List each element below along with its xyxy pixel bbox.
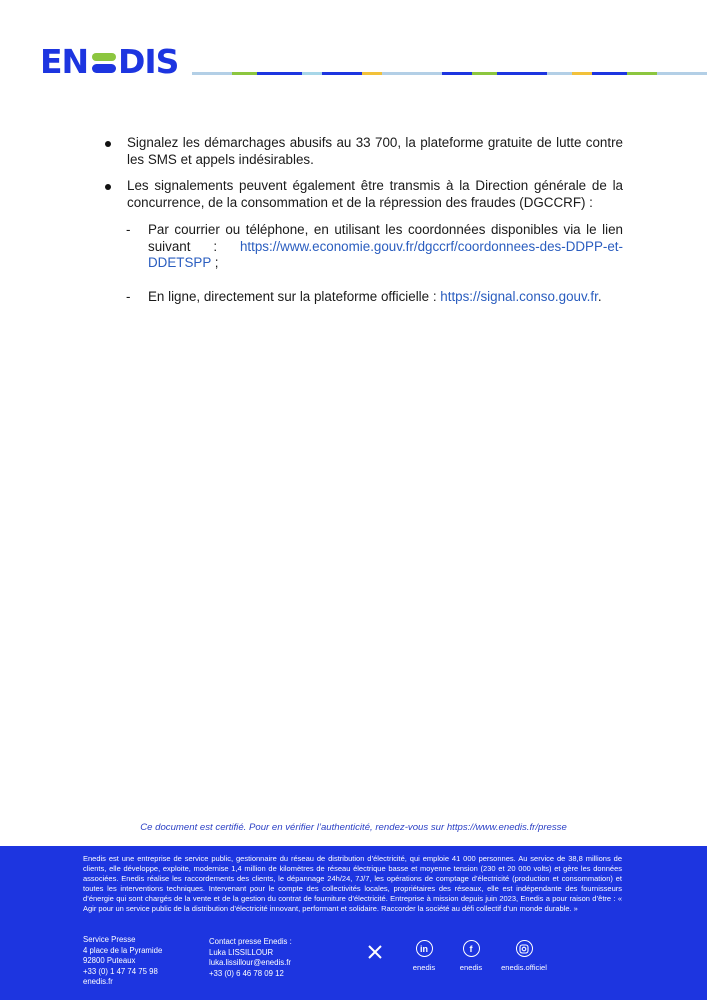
bullet-item: Signalez les démarchages abusifs au 33 700, la plateforme gratuite de lutte contre les SMS et appels indésirables. (127, 135, 623, 167)
contact-email[interactable]: luka.lissillour@enedis.fr (209, 958, 292, 967)
contact-name: Luka LISSILLOUR (209, 947, 274, 957)
bullet-icon (105, 184, 111, 190)
address-line: 4 place de la Pyramide (83, 945, 163, 955)
bullet-item: Les signalements peuvent également être transmis à la Direction générale de la concurrence, de la consommation et de la répression des fraudes (DGCCRF) : (127, 178, 623, 210)
service-presse-title: Service Presse (83, 935, 136, 944)
social-x[interactable] (364, 940, 386, 962)
social-label: enedis (412, 963, 436, 972)
dash-marker: - (126, 289, 131, 304)
company-description: Enedis est une entreprise de service public, gestionnaire du réseau de distribution d’électricité, qui emploie 41 000 personnes. Au service de 38,8 millions de clients, elle développe, exploite, modernise 1,4 million de kilomètres de réseau électrique basse et moyenne tension (230 et 20 000 volts) et gère les données associées. Enedis réalise les raccordements des clients, le dépannage 24h/24, 7J/7, les opérations de comptage d’électricité (production et consommation) et toutes les interventions techniques. Intervenant pour le compte des collectivités locales, propriétaires des réseaux, elle est indépendante des fournisseurs d’énergie qui sont chargés de la vente et de la gestion du contrat de fourniture d’électricité. Entreprise à mission depuis juin 2023, Enedis a pour raison d’être : « Agir pour un service public de la distribution d’électricité innovant, performant et solidaire. Raccorder la société au défi collectif d’un monde durable. » (83, 854, 622, 913)
svg-text:DIS: DIS (118, 44, 179, 78)
dgccrf-link[interactable]: https://www.economie.gouv.fr/dgccrf/coordonnees-des-DDPP-et-DDETSPP (148, 238, 623, 270)
enedis-logo (40, 44, 182, 78)
sub-item-text: Par courrier ou téléphone, en utilisant les coordonnées disponibles via le lien suivant : (148, 222, 623, 254)
sub-item-suffix: ; (214, 255, 219, 270)
sub-item-courrier (148, 222, 623, 272)
linkedin-icon: in (416, 940, 433, 957)
social-facebook[interactable] (451, 940, 491, 972)
bullet-icon (105, 141, 111, 147)
social-linkedin[interactable] (404, 940, 444, 972)
sub-item-text: En ligne, directement sur la plateforme officielle : (148, 289, 437, 304)
certification-notice: Ce document est certifié. Pour en vérifier l’authenticité, rendez-vous sur https://www.enedis.fr/presse (140, 822, 567, 833)
signal-conso-link[interactable]: https://signal.conso.gouv.fr (440, 289, 598, 304)
contact-block (209, 937, 292, 979)
footer (0, 846, 707, 1000)
social-label: enedis.officiel (501, 963, 547, 972)
address-city: 92800 Puteaux (83, 956, 136, 965)
social-label: enedis (459, 963, 483, 972)
facebook-icon: f (463, 940, 480, 957)
sub-item-suffix: . (597, 289, 602, 304)
header-stripe (192, 72, 707, 75)
dash-marker: - (126, 222, 131, 237)
website-link[interactable]: enedis.fr (83, 977, 113, 986)
svg-text:EN: EN (40, 44, 89, 78)
x-icon (367, 944, 383, 960)
sub-item-en-ligne (148, 289, 623, 306)
service-presse-block (83, 935, 162, 988)
social-instagram[interactable] (492, 940, 556, 972)
phone-number[interactable]: +33 (0) 1 47 74 75 98 (83, 966, 158, 976)
instagram-icon (516, 940, 533, 957)
contact-title: Contact presse Enedis : (209, 937, 292, 946)
contact-phone[interactable]: +33 (0) 6 46 78 09 12 (209, 968, 284, 978)
